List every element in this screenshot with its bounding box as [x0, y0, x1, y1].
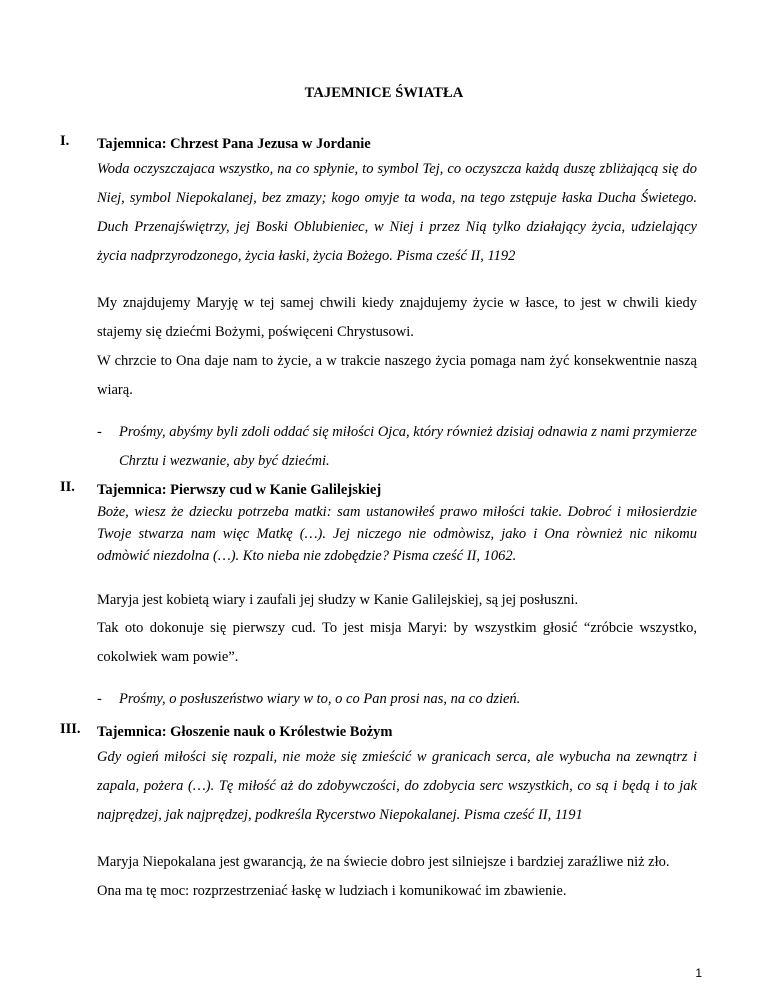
bullet-dash: - [97, 691, 102, 707]
section-numeral: III. [60, 721, 81, 737]
section-3 [60, 721, 700, 906]
section-heading: Tajemnica: Chrzest Pana Jezusa w Jordanie [97, 136, 371, 152]
prayer-text: Prośmy, abyśmy byli zdoli oddać się miłości Ojca, który również dzisiaj odnawia z nami przymierze Chrztu i wezwanie, aby być dziećmi. [119, 424, 697, 469]
section-paragraph: W chrzcie to Ona daje nam to życie, a w trakcie naszego życia pomaga nam żyć konsekwentnie naszą wiarą. [97, 353, 697, 398]
page-number: 1 [695, 966, 702, 980]
prayer-text: Prośmy, o posłuszeństwo wiary w to, o co Pan prosi nas, na co dzień. [119, 691, 521, 707]
section-paragraph: Maryja Niepokalana jest gwarancją, że na świecie dobro jest silniejsze i bardziej zaraźliwe niż zło. Ona ma tę moc: rozprzestrzeniać łaskę w ludziach i komunikować im zbawienie. [97, 854, 670, 899]
section-1 [60, 133, 700, 476]
section-paragraph: Tak oto dokonuje się pierwszy cud. To jest misja Maryi: by wszystkim głosić “zróbcie wszystko, cokolwiek wam powie”. [97, 620, 697, 665]
section-quote: Gdy ogień miłości się rozpali, nie może się zmieścić w granicach serca, ale wybucha na zewnątrz i zapala, pożera (…). Tę miłość aż do zdobywczości, do zdobycia serc wszystkich, co są i będą i to jak najprędzej, jak najprędzej, podkreśla Rycerstwo Niepokalanej. Pisma cześć II, 1191 [97, 749, 697, 823]
section-numeral: II. [60, 479, 75, 495]
prayer-item [97, 685, 697, 714]
section-heading: Tajemnica: Głoszenie nauk o Królestwie Bożym [97, 724, 393, 740]
section-quote: Woda oczyszczajaca wszystko, na co spłynie, to symbol Tej, co oczyszcza każdą duszę zbliżającą się do Niej, symbol Niepokalanej, bez zmazy; kogo omyje ta woda, na tego zstępuje łaska Ducha Świetego. Duch Przenajświętrzy, jej Boski Oblubieniec, w Niej i przez Nią tylko działający życia, udzielający życia nadprzyrodzonego, życia łaski, życia Bożego. Pisma cześć II, 1192 [97, 161, 697, 264]
section-quote: Boże, wiesz że dziecku potrzeba matki: sam ustanowiłeś prawo miłości takie. Dobroć i miłosierdzie Twoje stwarza nam więc Matkę (…). Jej niczego nie odmòwisz, jako i Ona ròwnież nic nikomu odmòwić niezdolna (…). Kto nieba nie zdobędzie? Pisma cześć II, 1062. [97, 504, 697, 564]
section-paragraph: Maryja jest kobietą wiary i zaufali jej słudzy w Kanie Galilejskiej, są jej posłuszni. [97, 592, 579, 608]
prayer-item [97, 418, 697, 476]
bullet-dash: - [97, 424, 102, 440]
section-2 [60, 479, 700, 714]
section-paragraph: My znajdujemy Maryję w tej samej chwili kiedy znajdujemy życie w łasce, to jest w chwili kiedy stajemy się dziećmi Bożymi, poświęceni Chrystusowi. [97, 295, 697, 340]
page-title: TAJEMNICE ŚWIATŁA [304, 85, 464, 101]
section-heading: Tajemnica: Pierwszy cud w Kanie Galilejskiej [97, 482, 382, 498]
section-numeral: I. [60, 133, 70, 149]
